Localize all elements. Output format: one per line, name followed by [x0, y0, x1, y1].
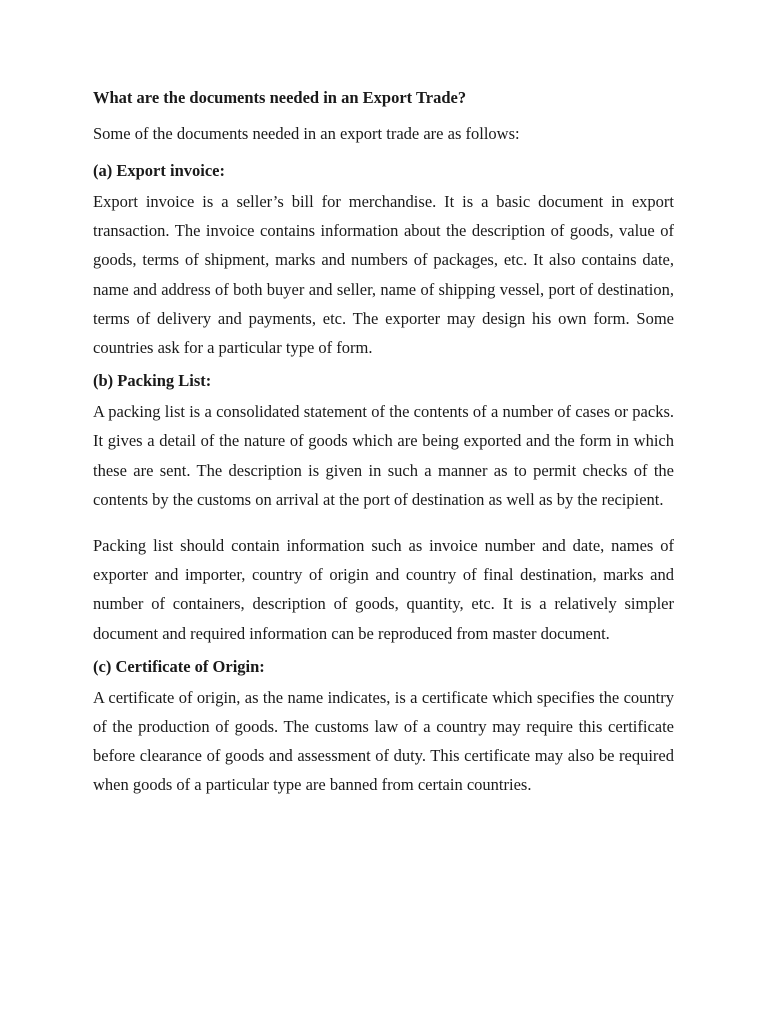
section-certificate-of-origin	[93, 655, 674, 800]
section-heading: (a) Export invoice:	[93, 161, 225, 180]
paragraph: A packing list is a consolidated statement of the contents of a number of cases or packs. It gives a detail of the nature of goods which are being exported and the form in which these are sent. The description is given in such a manner as to permit checks of the contents by the customs on arrival at the port of destination as well as by the recipient.	[93, 402, 674, 509]
paragraph: Packing list should contain information such as invoice number and date, names of exporter and importer, country of origin and country of final destination, marks and number of containers, description of goods, quantity, etc. It is a relatively simpler document and required information can be reproduced from master document.	[93, 536, 674, 643]
section-export-invoice	[93, 159, 674, 362]
section-heading: (c) Certificate of Origin:	[93, 656, 265, 676]
document-title: What are the documents needed in an Export Trade?	[93, 88, 467, 107]
intro-text: Some of the documents needed in an export trade are as follows:	[93, 124, 520, 143]
section-heading: (b) Packing List:	[93, 371, 212, 391]
paragraph: A certificate of origin, as the name indicates, is a certificate which specifies the country of the production of goods. The customs law of a country may require this certificate before clearance of goods and assessment of duty. This certificate may also be required when goods of a particular type are banned from certain countries.	[93, 687, 674, 795]
paragraph: Export invoice is a seller’s bill for merchandise. It is a basic document in export transaction. The invoice contains information about the description of goods, value of goods, terms of shipment, marks and numbers of packages, etc. It also contains date, name and address of both buyer and seller, name of shipping vessel, port of destination, terms of delivery and payments, etc. The exporter may design his own form. Some countries ask for a particular type of form.	[93, 192, 674, 358]
section-packing-list	[93, 369, 674, 648]
document-page	[93, 86, 674, 800]
